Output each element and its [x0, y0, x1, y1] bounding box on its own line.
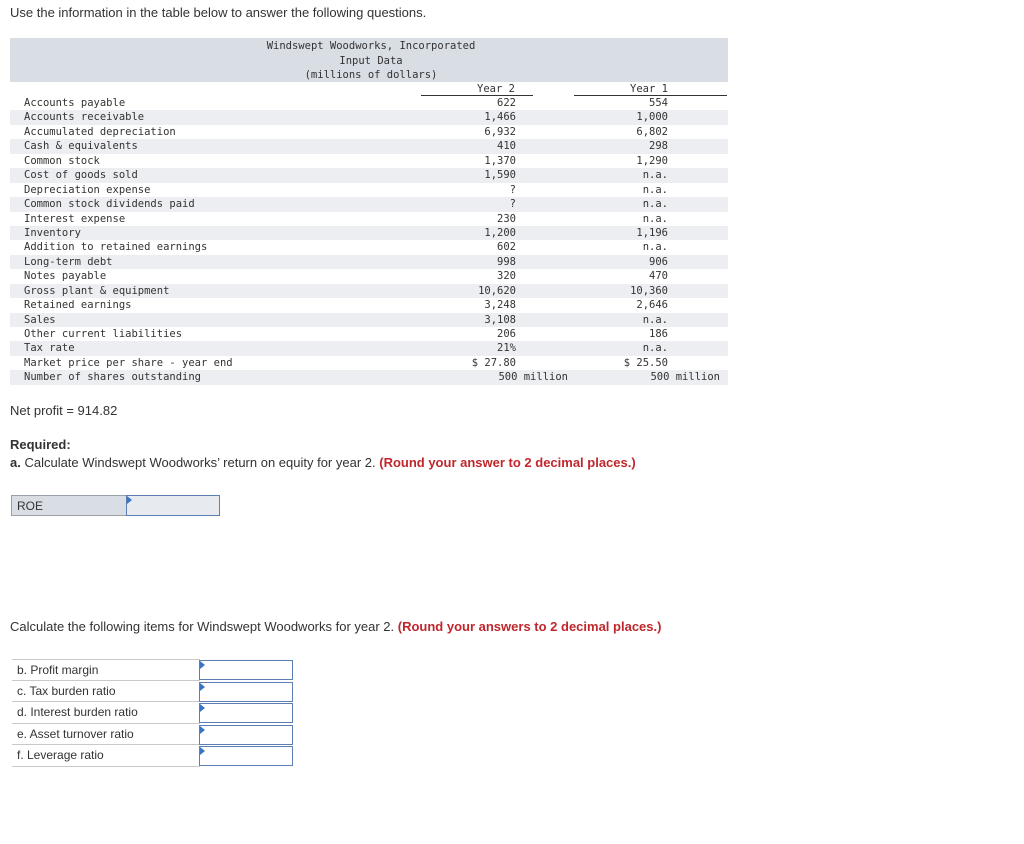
year1-value: n.a.: [642, 198, 668, 211]
table-title-line: (millions of dollars): [304, 69, 438, 81]
answer-input[interactable]: [199, 746, 293, 766]
year1-value: $ 25.50: [623, 356, 668, 369]
roe-label: ROE: [17, 499, 44, 513]
year2-value: 1,200: [484, 226, 516, 239]
roe-answer-row: [11, 495, 219, 516]
table-row: [10, 255, 728, 269]
row-label: Market price per share - year end: [24, 356, 233, 369]
answer-row: [12, 681, 294, 703]
year2-value: 1,590: [484, 169, 516, 182]
question-a-prefix: a.: [10, 455, 21, 470]
input-marker-icon: [200, 704, 205, 712]
year1-value: 2,646: [636, 299, 668, 312]
table-row: [10, 139, 728, 153]
year2-value: 6,932: [484, 125, 516, 138]
row-label: Common stock: [24, 154, 100, 167]
table-body: [10, 96, 728, 385]
question-b-text: Calculate the following items for Windswept Woodworks for year 2.: [10, 619, 398, 634]
year2-value: 500 million: [498, 371, 568, 384]
table-row: [10, 212, 728, 226]
year1-value: 186: [649, 328, 668, 340]
table-row: [10, 125, 728, 139]
answer-input[interactable]: [199, 703, 293, 723]
question-b-f: [10, 619, 661, 634]
row-label: Retained earnings: [24, 299, 132, 312]
roe-input[interactable]: [126, 495, 220, 516]
year2-value: 21%: [497, 342, 516, 355]
answer-row: [12, 702, 294, 724]
year1-value: 6,802: [636, 125, 668, 138]
table-row: [10, 240, 728, 254]
required-heading: Required:: [10, 437, 71, 452]
table-row: [10, 183, 728, 197]
row-label: Number of shares outstanding: [24, 371, 202, 384]
table-row: [10, 341, 728, 355]
input-marker-icon: [200, 726, 205, 734]
answer-row: [12, 659, 294, 681]
year1-value: n.a.: [642, 212, 668, 225]
column-header-year2: Year 2: [477, 83, 515, 95]
answer-input[interactable]: [199, 725, 293, 745]
question-a-text: Calculate Windswept Woodworks’ return on equity for year 2.: [20, 455, 380, 470]
table-title-line: Input Data: [339, 54, 403, 67]
year2-value: ?: [509, 183, 516, 196]
year2-value: 998: [497, 255, 516, 268]
answer-label: b. Profit margin: [12, 659, 200, 681]
year1-value: n.a.: [642, 313, 668, 326]
year1-value: 1,290: [636, 154, 668, 167]
row-label: Accounts receivable: [24, 111, 145, 124]
row-label: Interest expense: [24, 212, 126, 225]
year2-value: 1,466: [484, 111, 516, 124]
input-data-table: [10, 38, 728, 385]
input-marker-icon: [200, 683, 205, 691]
row-label: Common stock dividends paid: [24, 198, 195, 211]
year2-value: 3,248: [484, 299, 516, 312]
year1-value: n.a.: [642, 241, 668, 254]
year2-value: 10,620: [478, 284, 516, 297]
answer-label: e. Asset turnover ratio: [12, 724, 200, 746]
year2-value: 410: [497, 140, 516, 153]
table-row: [10, 284, 728, 298]
column-header-year1: Year 1: [630, 83, 668, 95]
answer-input[interactable]: [199, 660, 293, 680]
year2-value: 602: [497, 241, 516, 254]
year2-value: 622: [497, 97, 516, 109]
year1-value: n.a.: [642, 183, 668, 196]
column-headers: [10, 82, 728, 96]
year2-value: 206: [497, 328, 516, 340]
answer-label: c. Tax burden ratio: [12, 681, 200, 703]
row-label: Notes payable: [24, 270, 107, 283]
year1-value: 500 million: [650, 371, 720, 384]
table-row: [10, 168, 728, 182]
year2-value: 3,108: [484, 313, 516, 326]
table-title-line: Windswept Woodworks, Incorporated: [266, 40, 476, 52]
table-title: [10, 38, 728, 82]
row-label: Cost of goods sold: [24, 169, 138, 182]
instructions-text: Use the information in the table below to answer the following questions.: [10, 5, 427, 20]
year2-value: 1,370: [484, 154, 516, 167]
table-row: [10, 269, 728, 283]
table-row: [10, 226, 728, 240]
answer-row: [12, 745, 294, 767]
row-label: Tax rate: [24, 342, 75, 355]
year2-value: ?: [509, 198, 516, 211]
year1-value: n.a.: [642, 342, 668, 355]
row-label: Cash & equivalents: [24, 140, 138, 153]
answer-input[interactable]: [199, 682, 293, 702]
row-label: Depreciation expense: [24, 183, 151, 196]
answer-row: [12, 724, 294, 746]
year1-value: n.a.: [642, 169, 668, 182]
input-marker-icon: [200, 747, 205, 755]
input-marker-icon: [200, 661, 205, 669]
table-row: [10, 96, 728, 110]
table-row: [10, 110, 728, 124]
row-label: Inventory: [24, 226, 81, 239]
year2-value: 230: [497, 212, 516, 225]
row-label: Other current liabilities: [24, 328, 183, 340]
answer-label: d. Interest burden ratio: [12, 702, 200, 724]
row-label: Sales: [24, 313, 56, 326]
year1-value: 470: [649, 270, 668, 283]
year1-value: 906: [649, 255, 668, 268]
year1-value: 554: [649, 97, 668, 109]
table-row: [10, 298, 728, 312]
ratio-answers-table: [12, 659, 294, 767]
year1-value: 10,360: [630, 284, 668, 297]
question-a: [10, 455, 636, 470]
row-label: Long-term debt: [24, 255, 113, 268]
question-b-rounding: (Round your answers to 2 decimal places.): [397, 619, 662, 634]
year2-value: 320: [497, 270, 516, 283]
year2-value: $ 27.80: [471, 356, 516, 369]
table-row: [10, 327, 728, 341]
table-row: [10, 197, 728, 211]
table-row: [10, 313, 728, 327]
question-a-rounding: (Round your answer to 2 decimal places.): [379, 455, 636, 470]
year1-value: 1,196: [636, 226, 668, 239]
row-label: Gross plant & equipment: [24, 284, 170, 297]
row-label: Accumulated depreciation: [24, 125, 176, 138]
table-row: [10, 356, 728, 370]
input-marker-icon: [127, 496, 132, 504]
year1-value: 298: [649, 140, 668, 153]
table-row: [10, 154, 728, 168]
row-label: Addition to retained earnings: [24, 241, 208, 254]
year1-value: 1,000: [636, 111, 668, 124]
table-row: [10, 370, 728, 384]
row-label: Accounts payable: [24, 97, 126, 109]
answer-label: f. Leverage ratio: [12, 745, 200, 767]
net-profit-note: Net profit = 914.82: [10, 403, 118, 418]
